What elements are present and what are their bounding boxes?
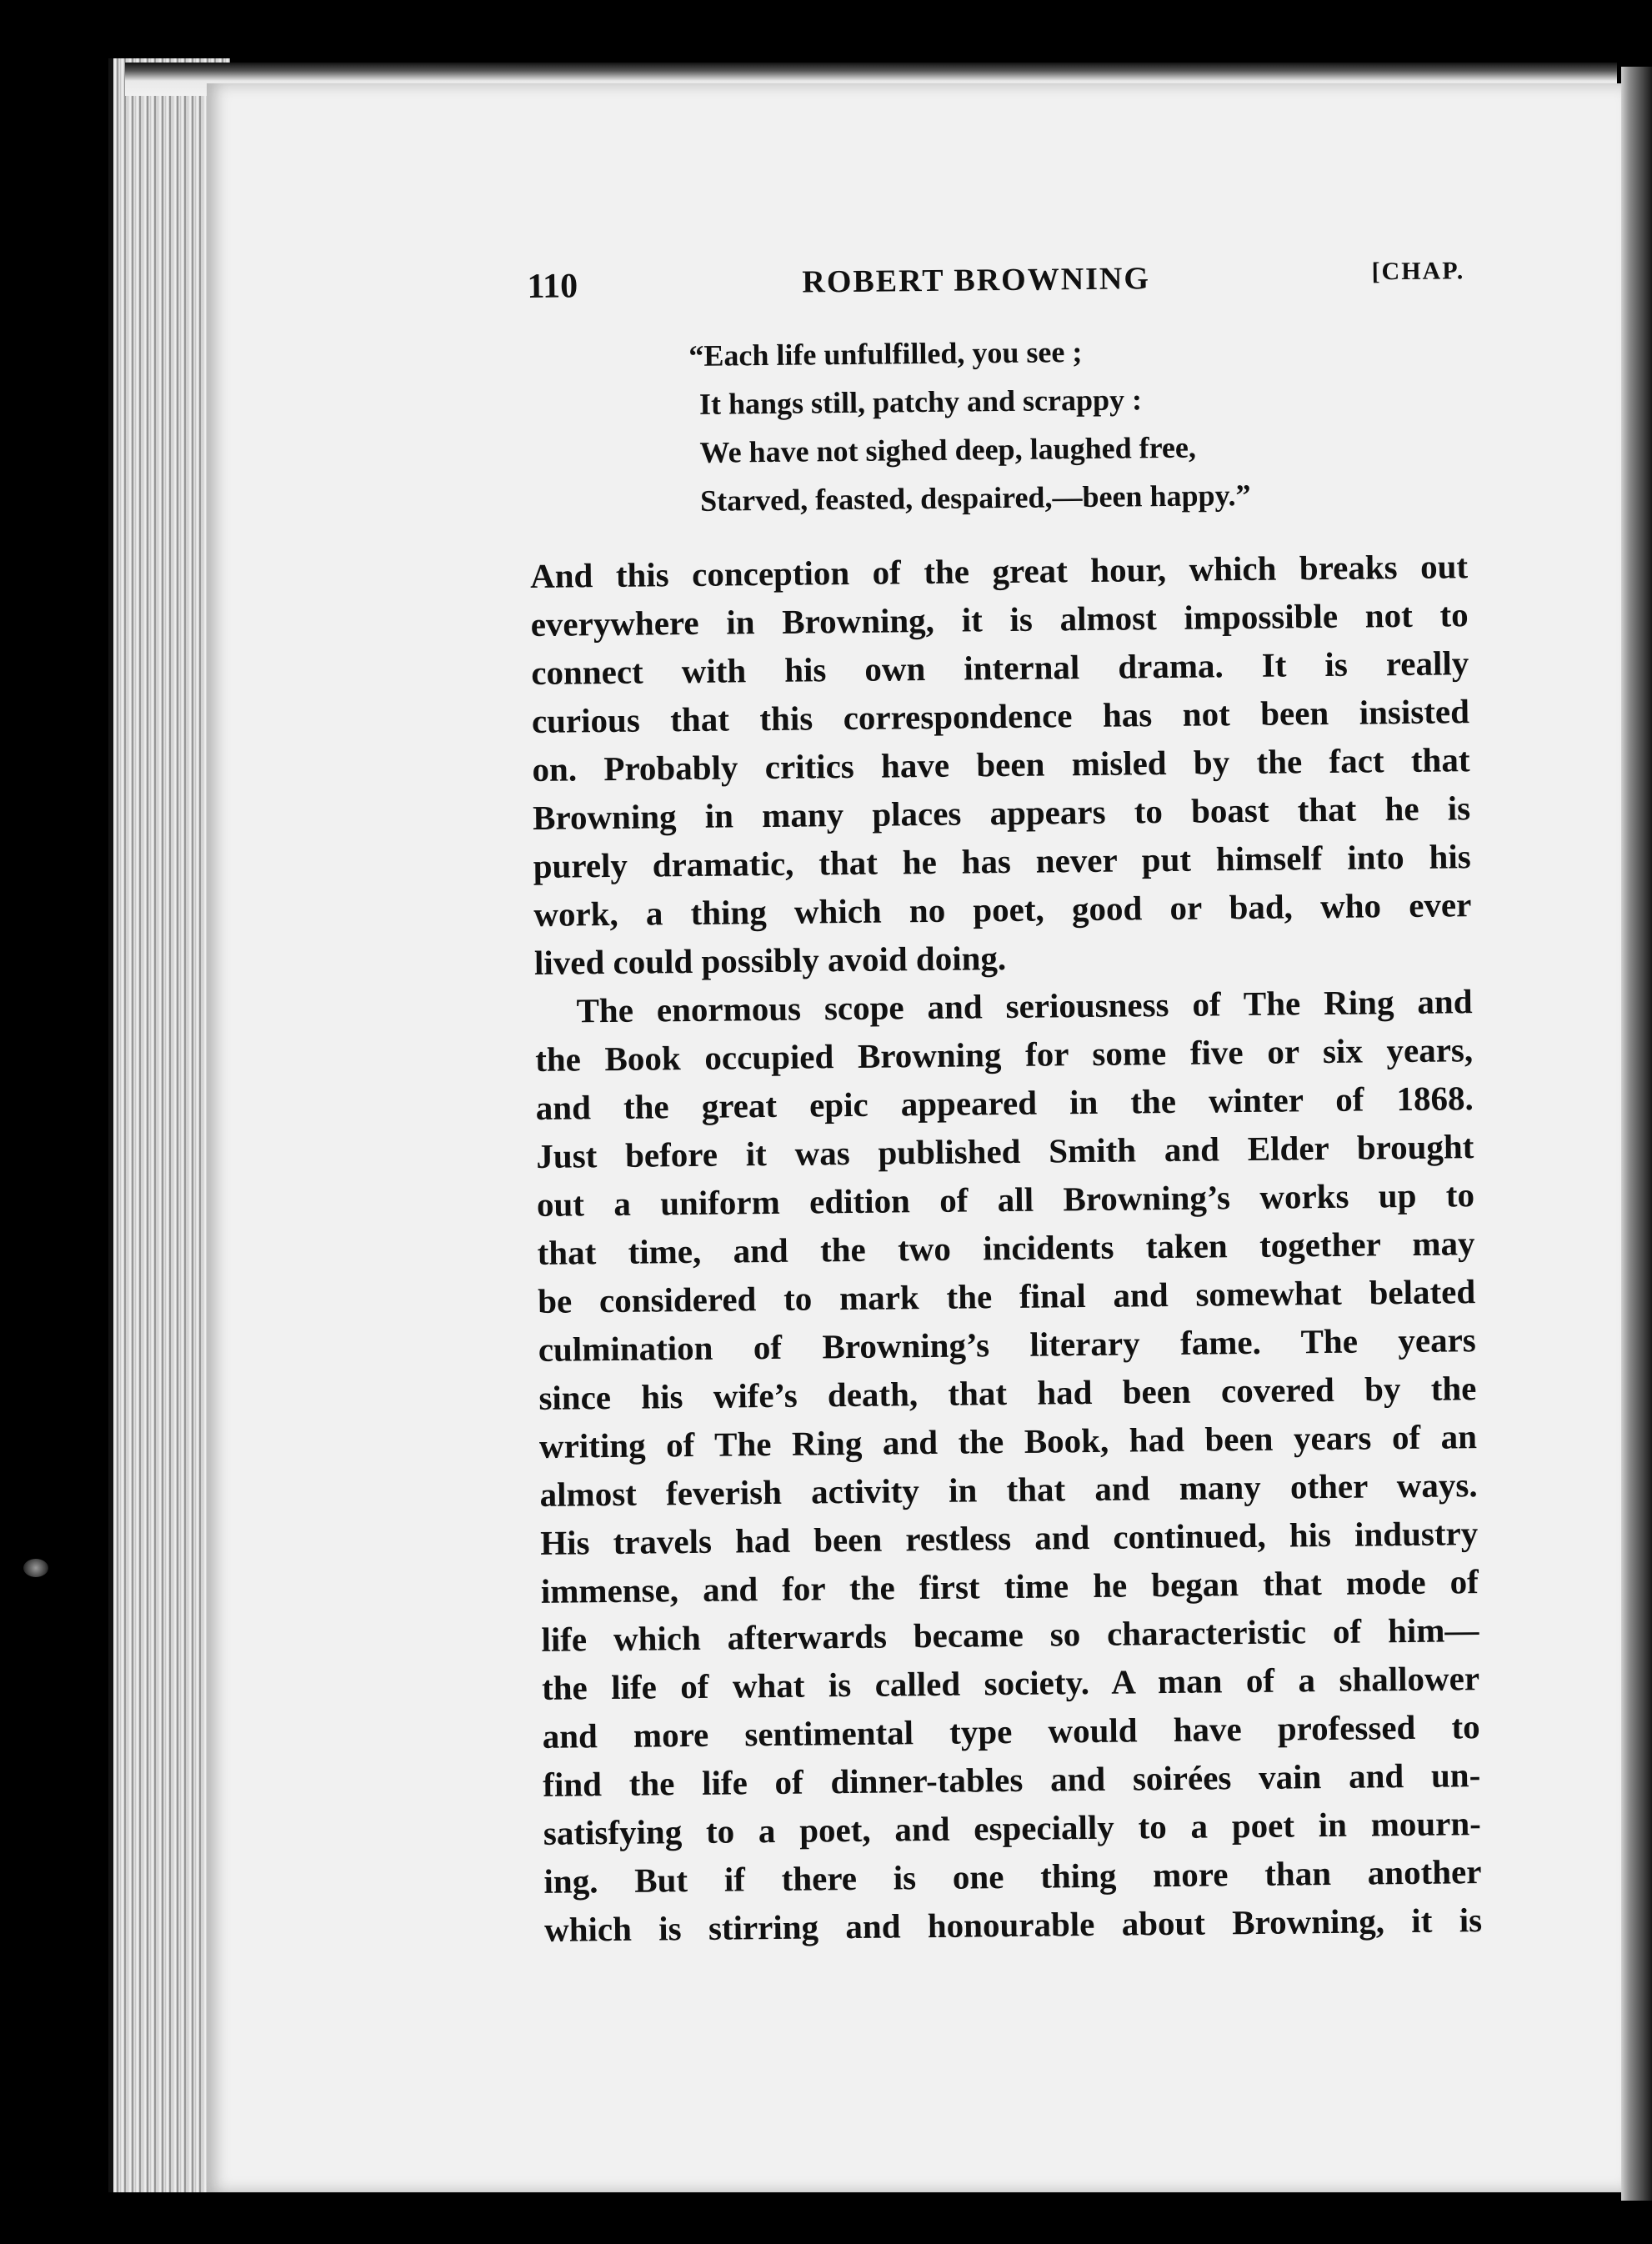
text-line: ing. But if there is one thing more than another (543, 1852, 1482, 1901)
text-line: connect with his own internal drama. It is really (531, 644, 1469, 692)
page-edge-right (1621, 67, 1652, 2201)
text-line: work, a thing which no poet, good or bad, who ever (533, 885, 1472, 934)
text-line: Browning in many places appears to boast that he is (532, 789, 1471, 837)
paragraph-1 (530, 542, 1472, 987)
text-line: everywhere in Browning, it is almost impossible not to (530, 595, 1469, 644)
scan-artifact (23, 1559, 48, 1577)
text-line: And this conception of the great hour, which breaks out (529, 547, 1469, 595)
chapter-mark: [CHAP. (1371, 257, 1465, 286)
text-line: The enormous scope and seriousness of The Ring and (576, 982, 1473, 1030)
verse-line: Starved, feasted, despaired,—been happy.” (699, 478, 1251, 518)
running-title: ROBERT BROWNING (802, 261, 1151, 300)
text-line: and more sentimental type would have professed to (542, 1707, 1480, 1756)
text-line: His travels had been restless and continued, his industry (540, 1514, 1479, 1562)
text-line: satisfying to a poet, and especially to a poet in mourn- (543, 1804, 1482, 1852)
verse-line: We have not sighed deep, laughed free, (699, 430, 1197, 469)
text-line: lived could possibly avoid doing. (533, 939, 1007, 982)
text-line: writing of The Ring and the Book, had been years of an (538, 1417, 1478, 1465)
text-line: which is stirring and honourable about Browning, it is (543, 1901, 1483, 1949)
text-line: on. Probably critics have been misled by the fact that (532, 740, 1470, 789)
verse-quotation (688, 323, 1467, 525)
page-text-block (527, 240, 1482, 1954)
text-line: culmination of Browning’s literary fame. The years (538, 1320, 1476, 1369)
verse-line: “Each life unfulfilled, you see ; (688, 335, 1083, 373)
text-line: that time, and the two incidents taken together may (537, 1224, 1475, 1272)
text-line: and the great epic appeared in the winter of 1868. (535, 1079, 1474, 1127)
text-line: the life of what is called society. A man of a shallower (541, 1659, 1480, 1707)
text-line: Just before it was published Smith and Elder brought (536, 1127, 1474, 1175)
text-line: find the life of dinner-tables and soirées vain and un- (543, 1756, 1481, 1804)
text-line: out a uniform edition of all Browning’s works up to (536, 1175, 1475, 1224)
paragraph-2 (534, 977, 1482, 1954)
verse-line: It hangs still, patchy and scrappy : (698, 383, 1143, 421)
page-number: 110 (527, 267, 578, 306)
text-line: curious that this correspondence has not been insisted (531, 692, 1470, 740)
text-line: the Book occupied Browning for some five or six years, (534, 1030, 1474, 1079)
text-line: purely dramatic, that he has never put himself into his (533, 837, 1471, 885)
text-line: immense, and for the first time he began that mode of (540, 1562, 1479, 1610)
text-line: be considered to mark the final and somewhat belated (537, 1272, 1476, 1320)
text-line: almost feverish activity in that and many other ways. (539, 1465, 1478, 1514)
running-head (527, 240, 1465, 317)
text-line: life which afterwards became so characteristic of him— (541, 1610, 1479, 1659)
text-line: since his wife’s death, that had been covered by the (538, 1369, 1477, 1417)
